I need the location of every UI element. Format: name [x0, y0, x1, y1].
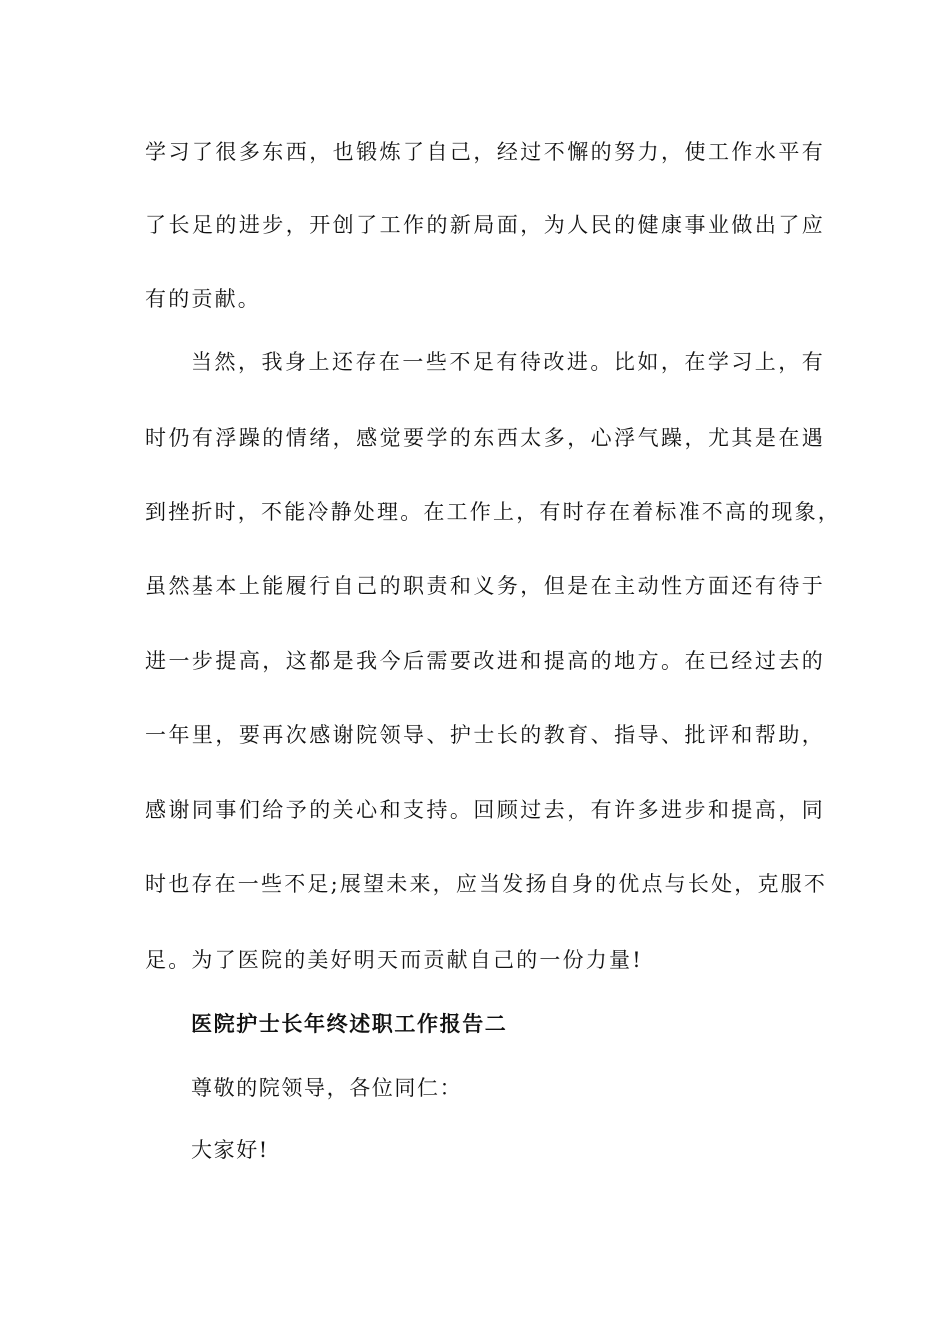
salutation: 尊敬的院领导，各位同仁：: [191, 1076, 463, 1100]
greeting: 大家好!: [191, 1138, 269, 1162]
paragraph-line: 感谢同事们给予的关心和支持。回顾过去，有许多进步和提高，同: [145, 798, 825, 822]
paragraph-line: 时也存在一些不足;展望未来，应当发扬自身的优点与长处，克服不: [145, 872, 828, 896]
paragraph-line: 进一步提高，这都是我今后需要改进和提高的地方。在已经过去的: [145, 649, 825, 673]
paragraph-line: 学习了很多东西，也锻炼了自己，经过不懈的努力，使工作水平有: [145, 140, 825, 164]
paragraph-line: 当然，我身上还存在一些不足有待改进。比如，在学习上，有: [191, 350, 825, 374]
paragraph-line: 了长足的进步，开创了工作的新局面，为人民的健康事业做出了应: [145, 213, 825, 237]
paragraph-line: 一年里，要再次感谢院领导、护士长的教育、指导、批评和帮助，: [145, 723, 825, 747]
paragraph-line: 足。为了医院的美好明天而贡献自己的一份力量!: [145, 948, 643, 972]
paragraph-line: 有的贡献。: [145, 287, 261, 311]
section-title: 医院护士长年终述职工作报告二: [191, 1011, 508, 1036]
paragraph-line: 到挫折时，不能冷静处理。在工作上，有时存在着标准不高的现象，: [145, 500, 841, 524]
paragraph-line: 时仍有浮躁的情绪，感觉要学的东西太多，心浮气躁，尤其是在遇: [145, 426, 825, 450]
paragraph-line: 虽然基本上能履行自己的职责和义务，但是在主动性方面还有待于: [145, 574, 825, 598]
